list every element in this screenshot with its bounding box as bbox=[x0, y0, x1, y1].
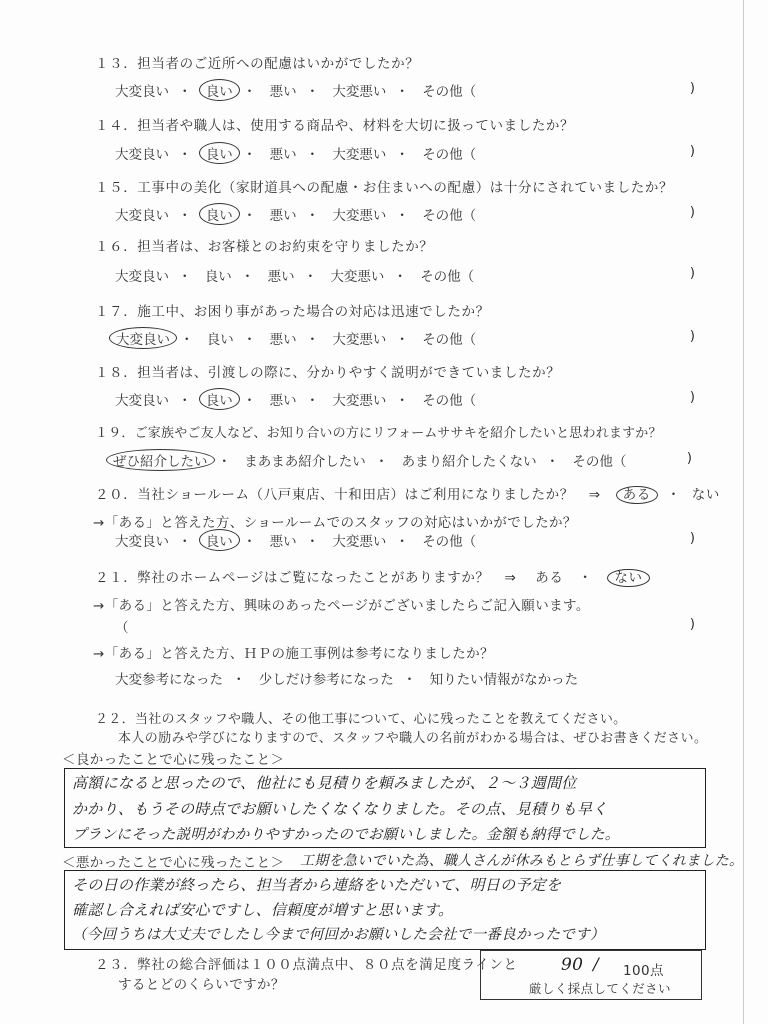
paren-close: ) bbox=[689, 265, 695, 281]
question-17: １７．施工中、お困り事があった場合の対応は迅速でしたか？ bbox=[95, 304, 490, 320]
paren-close: ) bbox=[689, 204, 695, 220]
opt-very-bad[interactable]: 大変悪い bbox=[332, 534, 387, 550]
question-21-sub1: →「ある」と答えた方、興味のあったページがございましたらご記入願います。 bbox=[93, 598, 590, 614]
options-13: 大変良い ・ 良い ・ 悪い ・ 大変悪い ・ その他（ ) bbox=[115, 80, 695, 100]
bad-comment-line-3: 確認し合えれば安心ですし、信頼度が増すと思います。 bbox=[72, 901, 454, 919]
paren-close: ) bbox=[689, 389, 695, 405]
opt-good[interactable]: 良い bbox=[204, 269, 232, 285]
bad-comment-line-1: 工期を急いでいた為、職人さんが休みもとらず仕事してくれました。 bbox=[300, 853, 744, 869]
question-22: ２２．当社のスタッフや職人、その他工事について、心に残ったことを教えてください。 bbox=[95, 712, 627, 727]
opt-very-bad[interactable]: 大変悪い bbox=[332, 332, 387, 348]
opt-very-good-circled[interactable]: 大変良い bbox=[109, 327, 177, 349]
options-20: 大変良い ・ 良い ・ 悪い ・ 大変悪い ・ その他（ ) bbox=[115, 530, 695, 550]
paren-open: （ bbox=[115, 620, 129, 636]
opt-good-circled[interactable]: 良い bbox=[199, 529, 240, 551]
opt-very-good[interactable]: 大変良い bbox=[115, 393, 169, 409]
opt-a-little-helpful[interactable]: 少しだけ参考になった bbox=[258, 672, 394, 688]
opt-other[interactable]: その他（ bbox=[420, 269, 475, 285]
question-21-text: ２１．弊社のホームページはご覧になったことがありますか？ bbox=[95, 570, 490, 586]
bad-comment-line-2: その日の作業が終ったら、担当者から連絡をいただいて、明日の予定を bbox=[72, 876, 562, 894]
opt-no[interactable]: ない bbox=[691, 487, 720, 503]
options-18: 大変良い ・ 良い ・ 悪い ・ 大変悪い ・ その他（ ) bbox=[115, 389, 695, 409]
separator-dot: ・ bbox=[666, 487, 681, 503]
question-18: １８．担当者は、引渡しの際に、分かりやすく説明ができていましたか？ bbox=[95, 365, 561, 381]
bad-label: ＜悪かったことで心に残ったこと＞ bbox=[62, 855, 285, 871]
paren-close: ) bbox=[689, 143, 695, 159]
opt-good-circled[interactable]: 良い bbox=[199, 79, 240, 101]
question-13: １３．担当者のご近所への配慮はいかがでしたか？ bbox=[95, 56, 420, 72]
good-comment-line-1: 高額になると思ったので、他社にも見積りを頼みましたが、２〜３週間位 bbox=[72, 774, 577, 792]
question-21-blank[interactable] bbox=[115, 616, 695, 636]
opt-very-bad[interactable]: 大変悪い bbox=[332, 208, 387, 224]
arrow-icon: ⇒ bbox=[504, 570, 517, 586]
question-21 bbox=[95, 566, 644, 586]
opt-very-good[interactable]: 大変良い bbox=[115, 208, 169, 224]
opt-no-info[interactable]: 知りたい情報がなかった bbox=[429, 672, 579, 688]
opt-other[interactable]: その他（ bbox=[422, 84, 477, 100]
paren-close: ) bbox=[686, 450, 692, 466]
options-19: ぜひ紹介したい ・ まあまあ紹介したい ・ あまり紹介したくない ・ その他（ ) bbox=[112, 450, 692, 470]
score-value: 90 bbox=[561, 955, 584, 975]
separator-dot: ・ bbox=[578, 570, 593, 586]
opt-very-bad[interactable]: 大変悪い bbox=[332, 84, 387, 100]
opt-very-good[interactable]: 大変良い bbox=[115, 269, 169, 285]
opt-other[interactable]: その他（ bbox=[422, 147, 477, 163]
opt-bad[interactable]: 悪い bbox=[269, 147, 297, 163]
opt-other[interactable]: その他（ bbox=[422, 393, 477, 409]
options-15: 大変良い ・ 良い ・ 悪い ・ 大変悪い ・ その他（ ) bbox=[115, 204, 695, 224]
options-16: 大変良い ・ 良い ・ 悪い ・ 大変悪い ・ その他（ ) bbox=[115, 265, 695, 285]
opt-other[interactable]: その他（ bbox=[422, 534, 477, 550]
opt-very-bad[interactable]: 大変悪い bbox=[330, 269, 385, 285]
question-14: １４．担当者や職人は、使用する商品や、材料を大切に扱っていましたか？ bbox=[95, 118, 575, 134]
score-note: 厳しく採点してください bbox=[529, 981, 671, 996]
opt-very-good[interactable]: 大変良い bbox=[115, 147, 169, 163]
question-21-sub2: →「ある」と答えた方、ＨＰの施工事例は参考になりましたか？ bbox=[93, 646, 494, 662]
bad-comment-line-4: （今回うちは大丈夫でしたし今まで何回かお願いした会社で一番良かったです） bbox=[72, 927, 605, 943]
opt-very-good[interactable]: 大変良い bbox=[115, 534, 169, 550]
paren-close: ) bbox=[689, 328, 695, 344]
opt-good-circled[interactable]: 良い bbox=[199, 142, 240, 164]
opt-yes[interactable]: ある bbox=[535, 570, 564, 586]
arrow-icon: ⇒ bbox=[588, 487, 601, 503]
opt-very-bad[interactable]: 大変悪い bbox=[332, 393, 387, 409]
opt-bad[interactable]: 悪い bbox=[267, 269, 295, 285]
opt-bad[interactable]: 悪い bbox=[269, 332, 297, 348]
opt-other[interactable]: その他（ bbox=[422, 208, 477, 224]
page-edge-line bbox=[743, 0, 744, 1024]
options-21: 大変参考になった ・ 少しだけ参考になった ・ 知りたい情報がなかった bbox=[115, 668, 695, 688]
opt-very-helpful[interactable]: 大変参考になった bbox=[115, 672, 223, 688]
opt-somewhat-refer[interactable]: まあまあ紹介したい bbox=[244, 454, 366, 470]
opt-very-bad[interactable]: 大変悪い bbox=[332, 147, 387, 163]
question-20-text: ２０．当社ショールーム（八戸東店、十和田店）はご利用になりましたか？ bbox=[95, 487, 574, 503]
paren-close: ) bbox=[689, 530, 695, 546]
good-comment-line-3: プランにそった説明がわかりやすかったのでお願いしました。金額も納得でした。 bbox=[72, 827, 620, 843]
question-15: １５．工事中の美化（家財道具への配慮・お住まいへの配慮）は十分にされていましたか？ bbox=[95, 180, 674, 196]
opt-other[interactable]: その他（ bbox=[572, 454, 627, 470]
opt-bad[interactable]: 悪い bbox=[269, 84, 297, 100]
question-16: １６．担当者は、お客様とのお約束を守りましたか？ bbox=[95, 239, 434, 255]
opt-other[interactable]: その他（ bbox=[422, 332, 477, 348]
question-20-sub: →「ある」と答えた方、ショールームでのスタッフの対応はいかがでしたか？ bbox=[93, 515, 577, 531]
opt-good-circled[interactable]: 良い bbox=[199, 388, 240, 410]
question-23-line-1: ２３．弊社の総合評価は１００点満点中、８０点を満足度ラインと bbox=[95, 957, 518, 973]
opt-very-good[interactable]: 大変良い bbox=[115, 84, 169, 100]
opt-definitely-refer-circled[interactable]: ぜひ紹介したい bbox=[106, 449, 215, 471]
opt-not-really-refer[interactable]: あまり紹介したくない bbox=[401, 454, 537, 470]
opt-bad[interactable]: 悪い bbox=[269, 393, 297, 409]
question-19: １９．ご家族やご友人など、お知り合いの方にリフォームササキを紹介したいと思われますか？ bbox=[95, 426, 662, 441]
opt-bad[interactable]: 悪い bbox=[269, 534, 297, 550]
question-23-line-2: するとどのくらいですか？ bbox=[118, 977, 285, 993]
score-box[interactable] bbox=[480, 950, 702, 1000]
opt-yes-circled[interactable]: ある bbox=[616, 486, 658, 504]
score-slash: / bbox=[593, 955, 600, 975]
opt-good-circled[interactable]: 良い bbox=[199, 203, 240, 225]
opt-good[interactable]: 良い bbox=[206, 332, 234, 348]
opt-no-circled[interactable]: ない bbox=[607, 569, 649, 587]
paren-close: ) bbox=[689, 80, 695, 96]
options-17: 大変良い ・ 良い ・ 悪い ・ 大変悪い ・ その他（ ) bbox=[115, 328, 695, 348]
opt-bad[interactable]: 悪い bbox=[269, 208, 297, 224]
question-22-sub: 本人の励みや学びになりますので、スタッフや職人の名前がわかる場合は、ぜひお書きください。 bbox=[118, 731, 708, 746]
options-14: 大変良い ・ 良い ・ 悪い ・ 大変悪い ・ その他（ ) bbox=[115, 143, 695, 163]
question-20 bbox=[95, 483, 720, 503]
paren-close: ) bbox=[689, 616, 695, 632]
score-max: 100点 bbox=[623, 963, 664, 979]
good-label: ＜良かったことで心に残ったこと＞ bbox=[62, 752, 285, 768]
good-comment-line-2: かかり、もうその時点でお願いしたくなくなりました。その点、見積りも早く bbox=[72, 800, 608, 818]
